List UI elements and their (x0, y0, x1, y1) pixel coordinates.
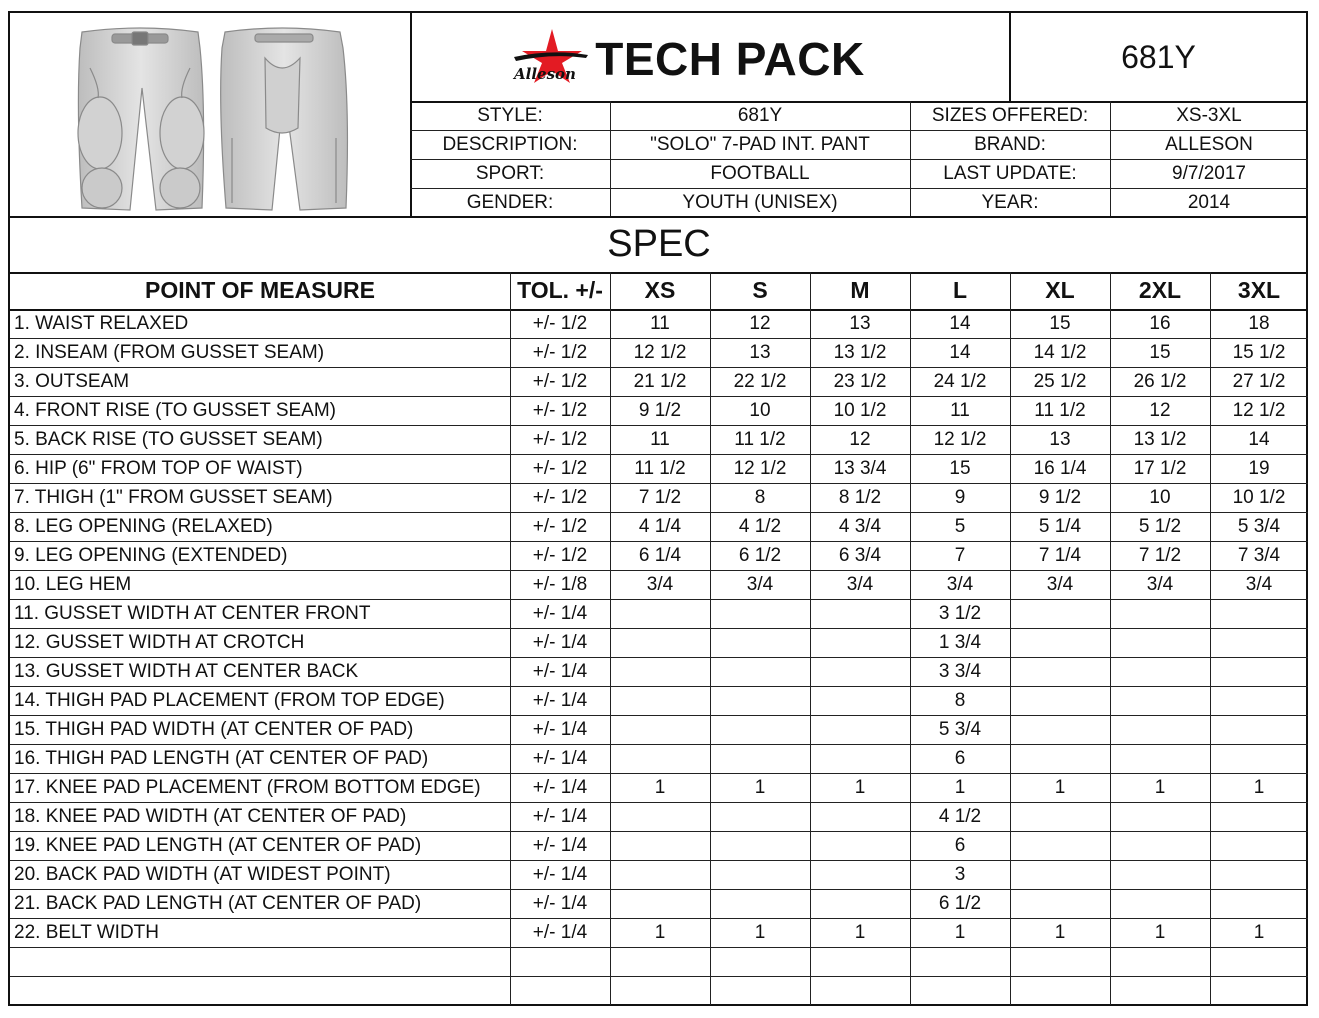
tolerance-value: +/- 1/2 (532, 399, 588, 421)
size-value (810, 831, 910, 860)
size-value (1210, 657, 1308, 686)
size-value: 22 1/2 (733, 370, 787, 392)
size-value (610, 686, 710, 715)
info-label: YEAR: (981, 191, 1039, 213)
size-value: 12 1/2 (633, 341, 687, 363)
size-value: 3 (954, 863, 966, 885)
size-value: 1 3/4 (938, 631, 982, 653)
size-value (610, 802, 710, 831)
size-value (610, 599, 710, 628)
grid-vline (910, 272, 911, 1005)
measure-label: 21. BACK PAD LENGTH (AT CENTER OF PAD) (14, 892, 422, 914)
size-value (1110, 628, 1210, 657)
size-value (710, 715, 810, 744)
measure-label: 12. GUSSET WIDTH AT CROTCH (14, 631, 305, 653)
alleson-logo (512, 27, 590, 83)
column-header-size: M (850, 277, 870, 303)
tolerance-value: +/- 1/4 (532, 921, 588, 943)
column-header-pom: POINT OF MEASURE (144, 277, 375, 303)
size-value: 14 1/2 (1033, 341, 1087, 363)
grid-hline (10, 918, 1308, 919)
grid-vline (1210, 272, 1211, 1005)
size-value (810, 657, 910, 686)
info-label: DESCRIPTION: (442, 133, 578, 155)
size-value: 3/4 (746, 573, 774, 595)
size-value: 5 3/4 (938, 718, 982, 740)
measure-label: 3. OUTSEAM (14, 370, 130, 392)
size-value: 1 (654, 776, 666, 798)
column-header-size: XS (644, 277, 676, 303)
size-value (1010, 599, 1110, 628)
tolerance-value: +/- 1/4 (532, 834, 588, 856)
measure-label (10, 947, 510, 976)
size-value (1010, 744, 1110, 773)
size-value (810, 686, 910, 715)
tolerance-value: +/- 1/4 (532, 718, 588, 740)
size-value: 15 (949, 457, 971, 479)
measure-label: 1. WAIST RELAXED (14, 312, 189, 334)
size-value (1110, 715, 1210, 744)
size-value (810, 744, 910, 773)
grid-hline (410, 130, 1308, 131)
measure-label: 14. THIGH PAD PLACEMENT (FROM TOP EDGE) (14, 689, 445, 711)
grid-hline (10, 425, 1308, 426)
size-value (1010, 831, 1110, 860)
measure-label: 13. GUSSET WIDTH AT CENTER BACK (14, 660, 359, 682)
size-value (1210, 976, 1308, 1005)
size-value (1210, 628, 1308, 657)
measure-label: 9. LEG OPENING (EXTENDED) (14, 544, 288, 566)
size-value: 11 1/2 (634, 457, 686, 479)
size-value: 1 (1154, 776, 1166, 798)
size-value: 1 (954, 921, 966, 943)
measure-label: 4. FRONT RISE (TO GUSSET SEAM) (14, 399, 336, 421)
size-value (1010, 976, 1110, 1005)
size-value: 12 (749, 312, 771, 334)
size-value: 15 (1049, 312, 1071, 334)
size-value: 3/4 (1146, 573, 1174, 595)
size-value: 8 (754, 486, 766, 508)
size-value: 3/4 (946, 573, 974, 595)
size-value (810, 947, 910, 976)
size-value: 12 (849, 428, 871, 450)
tolerance-value: +/- 1/4 (532, 776, 588, 798)
size-value (810, 628, 910, 657)
size-value: 1 (954, 776, 966, 798)
measure-label: 19. KNEE PAD LENGTH (AT CENTER OF PAD) (14, 834, 422, 856)
size-value (710, 744, 810, 773)
size-value: 3/4 (1245, 573, 1273, 595)
grid-vline (1110, 101, 1111, 217)
info-label: STYLE: (477, 104, 543, 126)
size-value (710, 628, 810, 657)
size-value: 3 3/4 (938, 660, 982, 682)
size-value (1010, 860, 1110, 889)
size-value: 5 (954, 515, 966, 537)
size-value: 16 (1149, 312, 1171, 334)
size-value: 13 1/2 (833, 341, 887, 363)
size-value (610, 947, 710, 976)
column-header-size: 3XL (1237, 277, 1281, 303)
tolerance-value: +/- 1/2 (532, 544, 588, 566)
size-value: 10 1/2 (1232, 486, 1286, 508)
size-value (610, 628, 710, 657)
measure-label: 7. THIGH (1" FROM GUSSET SEAM) (14, 486, 333, 508)
tolerance-value: +/- 1/4 (532, 631, 588, 653)
info-label: BRAND: (974, 133, 1046, 155)
size-value (1010, 628, 1110, 657)
size-value (1110, 889, 1210, 918)
size-value (710, 657, 810, 686)
size-value (1110, 686, 1210, 715)
info-label: SPORT: (475, 162, 545, 184)
grid-hline (10, 715, 1308, 716)
size-value: 13 (1049, 428, 1071, 450)
tolerance-value (510, 976, 610, 1005)
size-value (710, 802, 810, 831)
size-value (1110, 976, 1210, 1005)
size-value: 15 1/2 (1232, 341, 1286, 363)
column-header-size: S (752, 277, 768, 303)
pant-illustration-icon (60, 18, 360, 213)
size-value: 9 1/2 (1038, 486, 1082, 508)
size-value (710, 599, 810, 628)
size-value: 8 (954, 689, 966, 711)
size-value (1210, 715, 1308, 744)
size-value: 1 (854, 921, 866, 943)
size-value (1010, 657, 1110, 686)
tolerance-value: +/- 1/4 (532, 660, 588, 682)
measure-label: 6. HIP (6" FROM TOP OF WAIST) (14, 457, 303, 479)
size-value: 7 (954, 544, 966, 566)
tolerance-value: +/- 1/4 (532, 689, 588, 711)
measure-label: 20. BACK PAD WIDTH (AT WIDEST POINT) (14, 863, 391, 885)
size-value: 1 (1054, 921, 1066, 943)
size-value: 17 1/2 (1133, 457, 1187, 479)
size-value: 16 1/4 (1033, 457, 1087, 479)
size-value (1210, 860, 1308, 889)
size-value (1110, 831, 1210, 860)
info-value: XS-3XL (1176, 104, 1242, 126)
front-pant-view (78, 28, 204, 210)
grid-hline (10, 454, 1308, 455)
tolerance-value: +/- 1/4 (532, 863, 588, 885)
size-value: 10 (1149, 486, 1171, 508)
size-value: 13 3/4 (833, 457, 887, 479)
info-value: "SOLO" 7-PAD INT. PANT (650, 133, 870, 155)
info-value: ALLESON (1165, 133, 1253, 155)
grid-vline (410, 13, 412, 216)
measure-label (10, 976, 510, 1005)
size-value: 23 1/2 (833, 370, 887, 392)
size-value (710, 947, 810, 976)
size-value: 4 1/2 (938, 805, 982, 827)
size-value (1110, 860, 1210, 889)
info-label: GENDER: (466, 191, 554, 213)
size-value (1210, 831, 1308, 860)
tolerance-value: +/- 1/2 (532, 457, 588, 479)
tolerance-value: +/- 1/2 (532, 312, 588, 334)
size-value (610, 831, 710, 860)
size-value (610, 889, 710, 918)
size-value: 19 (1248, 457, 1270, 479)
measure-label: 2. INSEAM (FROM GUSSET SEAM) (14, 341, 325, 363)
column-header-size: XL (1045, 277, 1075, 303)
measure-label: 5. BACK RISE (TO GUSSET SEAM) (14, 428, 323, 450)
grid-hline (410, 159, 1308, 160)
size-value (1210, 599, 1308, 628)
size-value: 11 1/2 (1034, 399, 1086, 421)
size-value: 5 1/2 (1138, 515, 1182, 537)
size-value: 1 (754, 776, 766, 798)
size-value: 25 1/2 (1033, 370, 1087, 392)
size-value (1110, 744, 1210, 773)
size-value (910, 976, 1010, 1005)
grid-hline (10, 947, 1308, 948)
grid-hline (10, 338, 1308, 339)
info-value: 9/7/2017 (1172, 162, 1246, 184)
size-value (1110, 599, 1210, 628)
grid-hline (10, 570, 1308, 571)
size-value: 26 1/2 (1133, 370, 1187, 392)
size-value: 6 1/2 (938, 892, 982, 914)
spec-title: SPEC (607, 222, 711, 265)
size-value (710, 889, 810, 918)
size-value: 18 (1248, 312, 1270, 334)
size-value: 15 (1149, 341, 1171, 363)
size-value: 14 (949, 312, 971, 334)
tolerance-value: +/- 1/2 (532, 341, 588, 363)
size-value: 1 (854, 776, 866, 798)
size-value (1110, 947, 1210, 976)
grid-hline (10, 773, 1308, 774)
measure-label: 15. THIGH PAD WIDTH (AT CENTER OF PAD) (14, 718, 414, 740)
size-value (1010, 889, 1110, 918)
size-value: 11 1/2 (734, 428, 786, 450)
size-value (1210, 744, 1308, 773)
page-title: TECH PACK (595, 32, 865, 85)
size-value: 9 (954, 486, 966, 508)
grid-hline (10, 367, 1308, 368)
measure-label: 8. LEG OPENING (RELAXED) (14, 515, 273, 537)
grid-hline (10, 541, 1308, 542)
header-style-code: 681Y (1121, 38, 1196, 75)
size-value (810, 715, 910, 744)
tolerance-value: +/- 1/2 (532, 515, 588, 537)
size-value (810, 889, 910, 918)
grid-vline (910, 101, 911, 217)
size-value (810, 599, 910, 628)
grid-vline (510, 272, 511, 1005)
size-value (610, 860, 710, 889)
grid-hline (10, 628, 1308, 629)
size-value: 4 3/4 (838, 515, 882, 537)
measure-label: 10. LEG HEM (14, 573, 132, 595)
size-value (810, 860, 910, 889)
grid-vline (1110, 272, 1111, 1005)
size-value: 3 1/2 (938, 602, 982, 624)
grid-vline (610, 272, 611, 1005)
grid-hline (10, 889, 1308, 890)
tolerance-value: +/- 1/2 (532, 370, 588, 392)
size-value: 24 1/2 (933, 370, 987, 392)
size-value (1210, 802, 1308, 831)
info-label: LAST UPDATE: (943, 162, 1077, 184)
size-value: 8 1/2 (838, 486, 882, 508)
measure-label: 22. BELT WIDTH (14, 921, 159, 943)
size-value: 11 (650, 428, 670, 450)
svg-text:Alleson: Alleson (514, 65, 576, 83)
size-value: 14 (949, 341, 971, 363)
size-value: 27 1/2 (1232, 370, 1286, 392)
size-value: 1 (654, 921, 666, 943)
size-value: 13 (849, 312, 871, 334)
grid-hline (10, 686, 1308, 687)
size-value (810, 976, 910, 1005)
grid-vline (1009, 13, 1011, 101)
size-value: 11 (650, 312, 670, 334)
size-value (610, 715, 710, 744)
measure-label: 17. KNEE PAD PLACEMENT (FROM BOTTOM EDGE) (14, 776, 481, 798)
size-value: 12 1/2 (933, 428, 987, 450)
size-value: 7 3/4 (1237, 544, 1281, 566)
info-value: 681Y (737, 104, 783, 126)
size-value: 10 (749, 399, 771, 421)
tolerance-value: +/- 1/4 (532, 892, 588, 914)
size-value (1210, 686, 1308, 715)
info-value: 2014 (1187, 191, 1231, 213)
size-value: 1 (1253, 776, 1265, 798)
grid-hline (10, 744, 1308, 745)
size-value (1010, 686, 1110, 715)
size-value: 13 (749, 341, 771, 363)
grid-vline (710, 272, 711, 1005)
size-value: 12 1/2 (733, 457, 787, 479)
tolerance-value: +/- 1/4 (532, 747, 588, 769)
size-value: 7 1/2 (638, 486, 682, 508)
grid-hline (10, 657, 1308, 658)
grid-vline (1010, 272, 1011, 1005)
grid-hline (10, 860, 1308, 861)
size-value: 11 (950, 399, 970, 421)
back-pant-view (221, 28, 348, 210)
tolerance-value: +/- 1/8 (532, 573, 588, 595)
size-value (710, 860, 810, 889)
grid-vline (810, 272, 811, 1005)
size-value: 9 1/2 (638, 399, 682, 421)
size-value (1010, 715, 1110, 744)
size-value: 7 1/2 (1138, 544, 1182, 566)
size-value: 5 1/4 (1038, 515, 1082, 537)
measure-label: 18. KNEE PAD WIDTH (AT CENTER OF PAD) (14, 805, 407, 827)
grid-hline (410, 188, 1308, 189)
size-value: 6 3/4 (838, 544, 882, 566)
size-value (1010, 802, 1110, 831)
size-value (1210, 889, 1308, 918)
grid-hline (10, 309, 1308, 311)
measure-label: 11. GUSSET WIDTH AT CENTER FRONT (14, 602, 371, 624)
size-value: 1 (1253, 921, 1265, 943)
column-header-size: L (952, 277, 968, 303)
size-value: 12 (1149, 399, 1171, 421)
grid-hline (10, 831, 1308, 832)
size-value: 3/4 (1046, 573, 1074, 595)
size-value (710, 831, 810, 860)
tolerance-value: +/- 1/4 (532, 602, 588, 624)
size-value: 13 1/2 (1133, 428, 1187, 450)
size-value: 4 1/2 (738, 515, 782, 537)
size-value (810, 802, 910, 831)
tolerance-value: +/- 1/2 (532, 428, 588, 450)
size-value: 14 (1248, 428, 1270, 450)
size-value: 1 (1054, 776, 1066, 798)
size-value: 3/4 (646, 573, 674, 595)
size-value: 10 1/2 (833, 399, 887, 421)
grid-hline (10, 483, 1308, 484)
info-value: YOUTH (UNISEX) (682, 191, 838, 213)
grid-vline (610, 101, 611, 217)
size-value: 5 3/4 (1237, 515, 1281, 537)
tolerance-value: +/- 1/2 (532, 486, 588, 508)
grid-hline (10, 272, 1308, 274)
size-value (1010, 947, 1110, 976)
size-value (610, 744, 710, 773)
size-value: 3/4 (846, 573, 874, 595)
grid-hline (10, 512, 1308, 513)
size-value: 6 1/4 (638, 544, 682, 566)
size-value (610, 657, 710, 686)
size-value: 6 1/2 (738, 544, 782, 566)
size-value (710, 686, 810, 715)
grid-hline (10, 802, 1308, 803)
size-value (1210, 947, 1308, 976)
size-value (610, 976, 710, 1005)
size-value: 4 1/4 (638, 515, 682, 537)
size-value: 21 1/2 (633, 370, 687, 392)
info-label: SIZES OFFERED: (931, 104, 1089, 126)
tolerance-value: +/- 1/4 (532, 805, 588, 827)
measure-label: 16. THIGH PAD LENGTH (AT CENTER OF PAD) (14, 747, 429, 769)
tolerance-value (510, 947, 610, 976)
size-value: 12 1/2 (1232, 399, 1286, 421)
grid-hline (10, 216, 1308, 218)
size-value: 1 (1154, 921, 1166, 943)
size-value (910, 947, 1010, 976)
size-value: 6 (954, 747, 966, 769)
size-value: 6 (954, 834, 966, 856)
column-header-tol: TOL. +/- (517, 277, 603, 303)
size-value: 1 (754, 921, 766, 943)
grid-hline (10, 976, 1308, 977)
size-value (710, 976, 810, 1005)
grid-hline (410, 101, 1308, 103)
info-value: FOOTBALL (710, 162, 810, 184)
tech-pack-sheet (8, 11, 1308, 1006)
grid-hline (10, 599, 1308, 600)
column-header-size: 2XL (1138, 277, 1182, 303)
size-value (1110, 657, 1210, 686)
grid-hline (10, 396, 1308, 397)
size-value: 7 1/4 (1038, 544, 1082, 566)
size-value (1110, 802, 1210, 831)
